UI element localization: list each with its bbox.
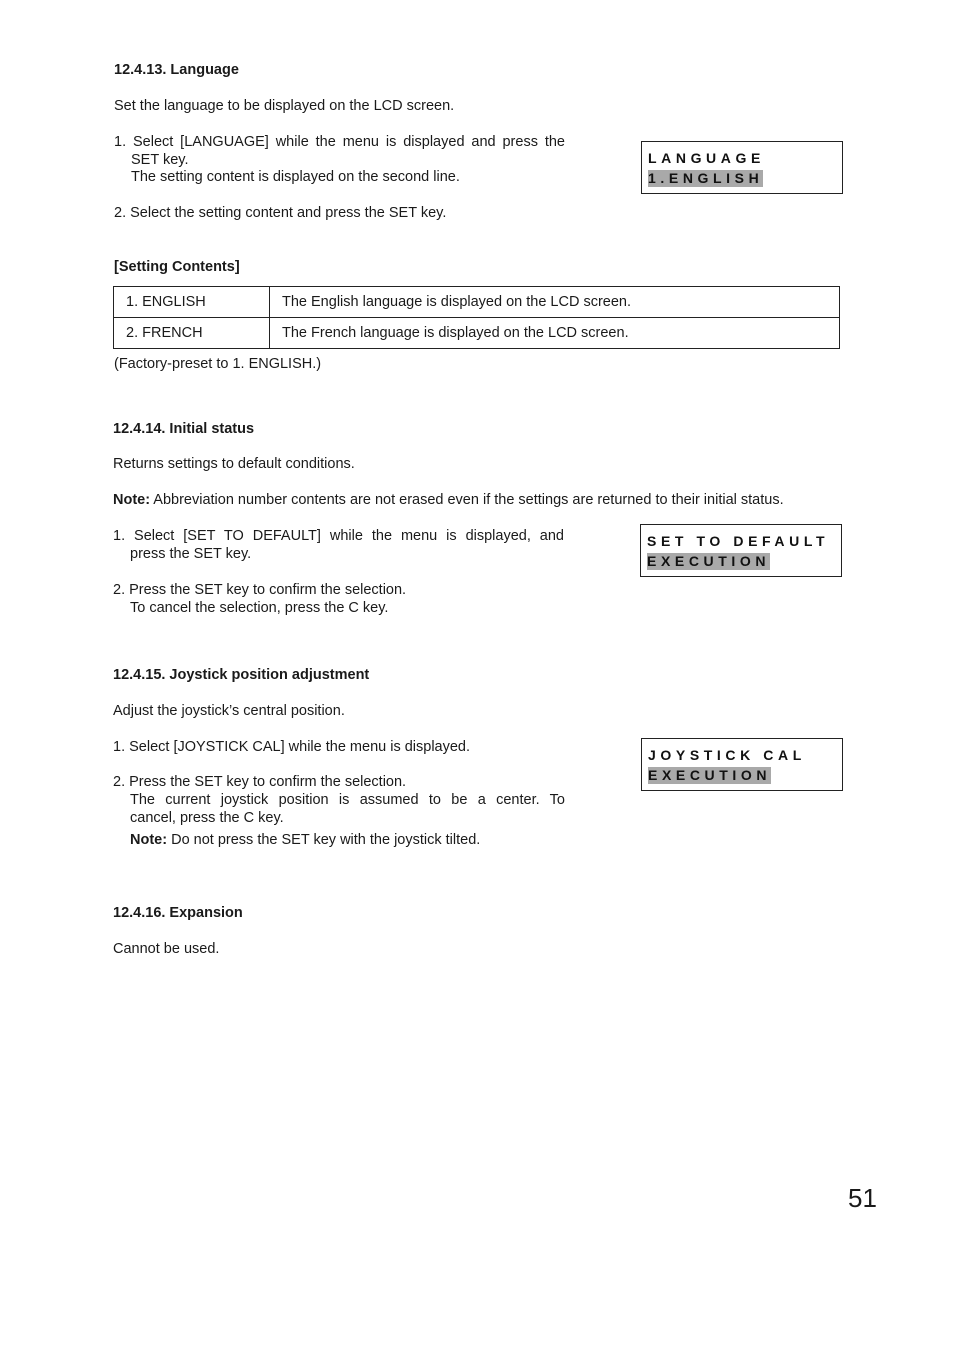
lcd-line-1: SET TO DEFAULT — [647, 533, 830, 549]
lcd-display-joystick-cal — [641, 738, 843, 791]
lcd-line-1: LANGUAGE — [648, 150, 765, 166]
section-heading-initial-status: 12.4.14. Initial status — [113, 421, 255, 437]
initial-status-note — [113, 491, 784, 509]
note-text: Do not press the SET key with the joystick tilted. — [167, 832, 481, 848]
expansion-intro: Cannot be used. — [113, 941, 220, 957]
joystick-step2-line3: cancel, press the C key. — [130, 810, 284, 826]
table-row — [114, 318, 840, 349]
joystick-step1: 1. Select [JOYSTICK CAL] while the menu is displayed. — [113, 739, 471, 755]
table-cell-description: The French language is displayed on the LCD screen. — [270, 318, 840, 349]
language-step1-line1: 1. Select [LANGUAGE] while the menu is displayed and press the — [114, 134, 565, 150]
table-cell-option: 2. FRENCH — [114, 318, 270, 349]
note-text: Abbreviation number contents are not erased even if the settings are returned to their initial status. — [150, 492, 784, 508]
section-heading-joystick: 12.4.15. Joystick position adjustment — [113, 667, 370, 683]
note-label: Note: — [130, 832, 168, 848]
lcd-line-2-highlighted: EXECUTION — [648, 767, 772, 783]
language-step1-line2: SET key. — [131, 152, 189, 168]
joystick-intro: Adjust the joystick’s central position. — [113, 703, 345, 719]
lcd-display-set-to-default — [640, 524, 842, 577]
page-number: 51 — [848, 1183, 877, 1213]
section-heading-language: 12.4.13. Language — [114, 62, 239, 78]
setting-contents-heading: [Setting Contents] — [114, 259, 240, 275]
initial-status-step1-line1: 1. Select [SET TO DEFAULT] while the menu is displayed, and — [113, 528, 564, 544]
initial-status-step1-line2: press the SET key. — [130, 546, 252, 562]
table-row — [114, 287, 840, 318]
language-step2: 2. Select the setting content and press the SET key. — [114, 205, 447, 221]
setting-contents-table — [113, 286, 840, 349]
initial-status-step2-line2: To cancel the selection, press the C key. — [130, 600, 389, 616]
section-heading-expansion: 12.4.16. Expansion — [113, 905, 243, 921]
note-label: Note: — [113, 492, 151, 508]
initial-status-step2-line1: 2. Press the SET key to confirm the selection. — [113, 582, 407, 598]
joystick-step2-line1: 2. Press the SET key to confirm the selection. — [113, 774, 407, 790]
lcd-display-language — [641, 141, 843, 194]
joystick-step2-line2: The current joystick position is assumed to be a center. To — [130, 792, 565, 808]
lcd-line-2-highlighted: EXECUTION — [647, 553, 771, 569]
table-cell-description: The English language is displayed on the LCD screen. — [270, 287, 840, 318]
lcd-line-2-highlighted: 1.ENGLISH — [648, 170, 764, 186]
table-cell-option: 1. ENGLISH — [114, 287, 270, 318]
joystick-note — [130, 831, 480, 849]
factory-preset-note: (Factory-preset to 1. ENGLISH.) — [114, 356, 322, 372]
language-step1-line3: The setting content is displayed on the second line. — [131, 169, 460, 185]
language-intro: Set the language to be displayed on the LCD screen. — [114, 98, 455, 114]
lcd-line-1: JOYSTICK CAL — [648, 747, 806, 763]
initial-status-intro: Returns settings to default conditions. — [113, 456, 355, 472]
